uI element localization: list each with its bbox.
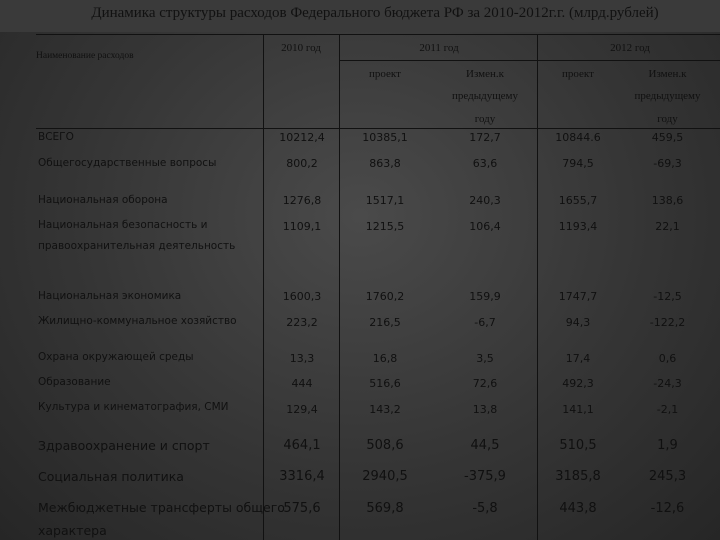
cell-2011-project-social: 2940,5	[362, 469, 408, 484]
cell-2011-change-housing: -6,7	[474, 316, 496, 329]
cell-2010-total: 10212,4	[279, 131, 325, 144]
row-name-housing: Жилищно-коммунальное хозяйство	[38, 315, 237, 327]
cell-2012-change-general: -69,3	[653, 157, 682, 170]
cell-2011-project-culture: 143,2	[369, 403, 401, 416]
cell-2010-education: 444	[291, 377, 313, 390]
cell-2012-project-defense: 1655,7	[558, 194, 598, 207]
cell-2011-project-housing: 216,5	[369, 316, 401, 329]
header-divider	[36, 128, 720, 129]
cell-2010-health: 464,1	[283, 438, 321, 453]
row-name-culture: Культура и кинематография, СМИ	[38, 401, 229, 413]
cell-2011-change-economy: 159,9	[469, 290, 501, 303]
cell-2011-project-environment: 16,8	[372, 352, 398, 365]
cell-2012-change-education: -24,3	[653, 377, 682, 390]
cell-2010-environment: 13,3	[289, 352, 315, 365]
cell-2011-project-education: 516,6	[369, 377, 401, 390]
row-name-defense: Национальная оборона	[38, 194, 168, 206]
cell-2012-project-health: 510,5	[559, 438, 597, 453]
cell-2011-change-education: 72,6	[472, 377, 498, 390]
cell-2012-change-social: 245,3	[648, 469, 687, 484]
header-2012-change-line3: году	[657, 113, 678, 125]
cell-2011-change-health: 44,5	[470, 438, 500, 453]
row-name-security-line2: правоохранительная деятельность	[38, 240, 236, 252]
cell-2012-project-security: 1193,4	[558, 220, 598, 233]
cell-2010-housing: 223,2	[286, 316, 318, 329]
cell-2011-project-economy: 1760,2	[365, 290, 405, 303]
cell-2011-project-health: 508,6	[366, 438, 404, 453]
col-divider-2010	[339, 34, 340, 540]
row-name-general: Общегосударственные вопросы	[38, 157, 217, 169]
cell-2011-change-culture: 13,8	[472, 403, 498, 416]
cell-2011-project-defense: 1517,1	[365, 194, 405, 207]
table-border-top	[36, 34, 720, 35]
row-name-transfers-line2: характера	[38, 523, 107, 538]
header-2011: 2011 год	[419, 42, 459, 54]
cell-2011-change-social: -375,9	[464, 469, 506, 484]
cell-2012-change-economy: -12,5	[653, 290, 682, 303]
col-divider-2011	[537, 34, 538, 540]
page-title: Динамика структуры расходов Федерального бюджета РФ за 2010-2012г.г. (млрд.рублей)	[91, 5, 659, 21]
cell-2011-project-security: 1215,5	[365, 220, 405, 233]
cell-2010-general: 800,2	[286, 157, 318, 170]
subheader-line-2011	[339, 60, 537, 61]
cell-2012-project-housing: 94,3	[565, 316, 591, 329]
cell-2012-project-education: 492,3	[562, 377, 594, 390]
cell-2010-transfers: 575,6	[283, 501, 321, 516]
cell-2011-project-transfers: 569,8	[366, 501, 404, 516]
cell-2012-project-social: 3185,8	[555, 469, 601, 484]
cell-2010-economy: 1600,3	[282, 290, 322, 303]
header-2012-change-line2: предыдущему	[634, 90, 701, 102]
cell-2012-change-transfers: -12,6	[650, 501, 685, 516]
cell-2012-project-general: 794,5	[562, 157, 594, 170]
row-name-social: Социальная политика	[38, 469, 184, 484]
row-name-economy: Национальная экономика	[38, 290, 182, 302]
cell-2012-project-economy: 1747,7	[558, 290, 598, 303]
cell-2012-change-total: 459,5	[651, 131, 684, 144]
cell-2010-social: 3316,4	[279, 469, 325, 484]
cell-2012-change-environment: 0,6	[658, 352, 677, 365]
cell-2011-change-security: 106,4	[469, 220, 501, 233]
row-name-environment: Охрана окружающей среды	[38, 351, 194, 363]
header-2011-change-line1: Измен.к	[466, 68, 504, 80]
col-divider-name	[263, 34, 264, 540]
cell-2011-change-defense: 240,3	[469, 194, 501, 207]
cell-2010-culture: 129,4	[286, 403, 318, 416]
row-name-transfers: Межбюджетные трансферты общего	[38, 500, 285, 515]
cell-2011-change-environment: 3,5	[476, 352, 494, 365]
cell-2012-project-culture: 141,1	[562, 403, 594, 416]
header-2011-project: проект	[369, 68, 401, 80]
cell-2012-project-environment: 17,4	[565, 352, 591, 365]
header-2011-change-line3: году	[474, 113, 496, 125]
row-name-health: Здравоохранение и спорт	[38, 438, 210, 453]
cell-2011-project-total: 10385,1	[362, 131, 408, 144]
header-2012: 2012 год	[610, 42, 650, 54]
cell-2011-change-total: 172,7	[469, 131, 501, 144]
cell-2011-project-general: 863,8	[369, 157, 401, 170]
cell-2011-change-transfers: -5,8	[472, 501, 498, 516]
row-name-total: ВСЕГО	[38, 131, 74, 143]
cell-2012-change-health: 1,9	[657, 438, 678, 453]
header-2012-change-line1: Измен.к	[648, 68, 687, 80]
cell-2012-project-transfers: 443,8	[559, 501, 597, 516]
cell-2012-change-defense: 138,6	[651, 194, 684, 207]
cell-2012-project-total: 10844.6	[555, 131, 601, 144]
header-name-column: Наименование расходов	[36, 51, 134, 61]
header-2012-project: проект	[562, 68, 594, 80]
cell-2012-change-housing: -122,2	[649, 316, 686, 329]
subheader-line-2012	[537, 60, 720, 61]
row-name-education: Образование	[38, 376, 111, 388]
cell-2012-change-security: 22,1	[655, 220, 680, 233]
header-2011-change-line2: предыдущему	[451, 90, 519, 102]
cell-2010-defense: 1276,8	[282, 194, 322, 207]
header-2010: 2010 год	[281, 42, 321, 54]
cell-2012-change-culture: -2,1	[656, 403, 679, 416]
cell-2011-change-general: 63,6	[472, 157, 498, 170]
cell-2010-security: 1109,1	[282, 220, 322, 233]
row-name-security: Национальная безопасность и	[38, 219, 208, 231]
